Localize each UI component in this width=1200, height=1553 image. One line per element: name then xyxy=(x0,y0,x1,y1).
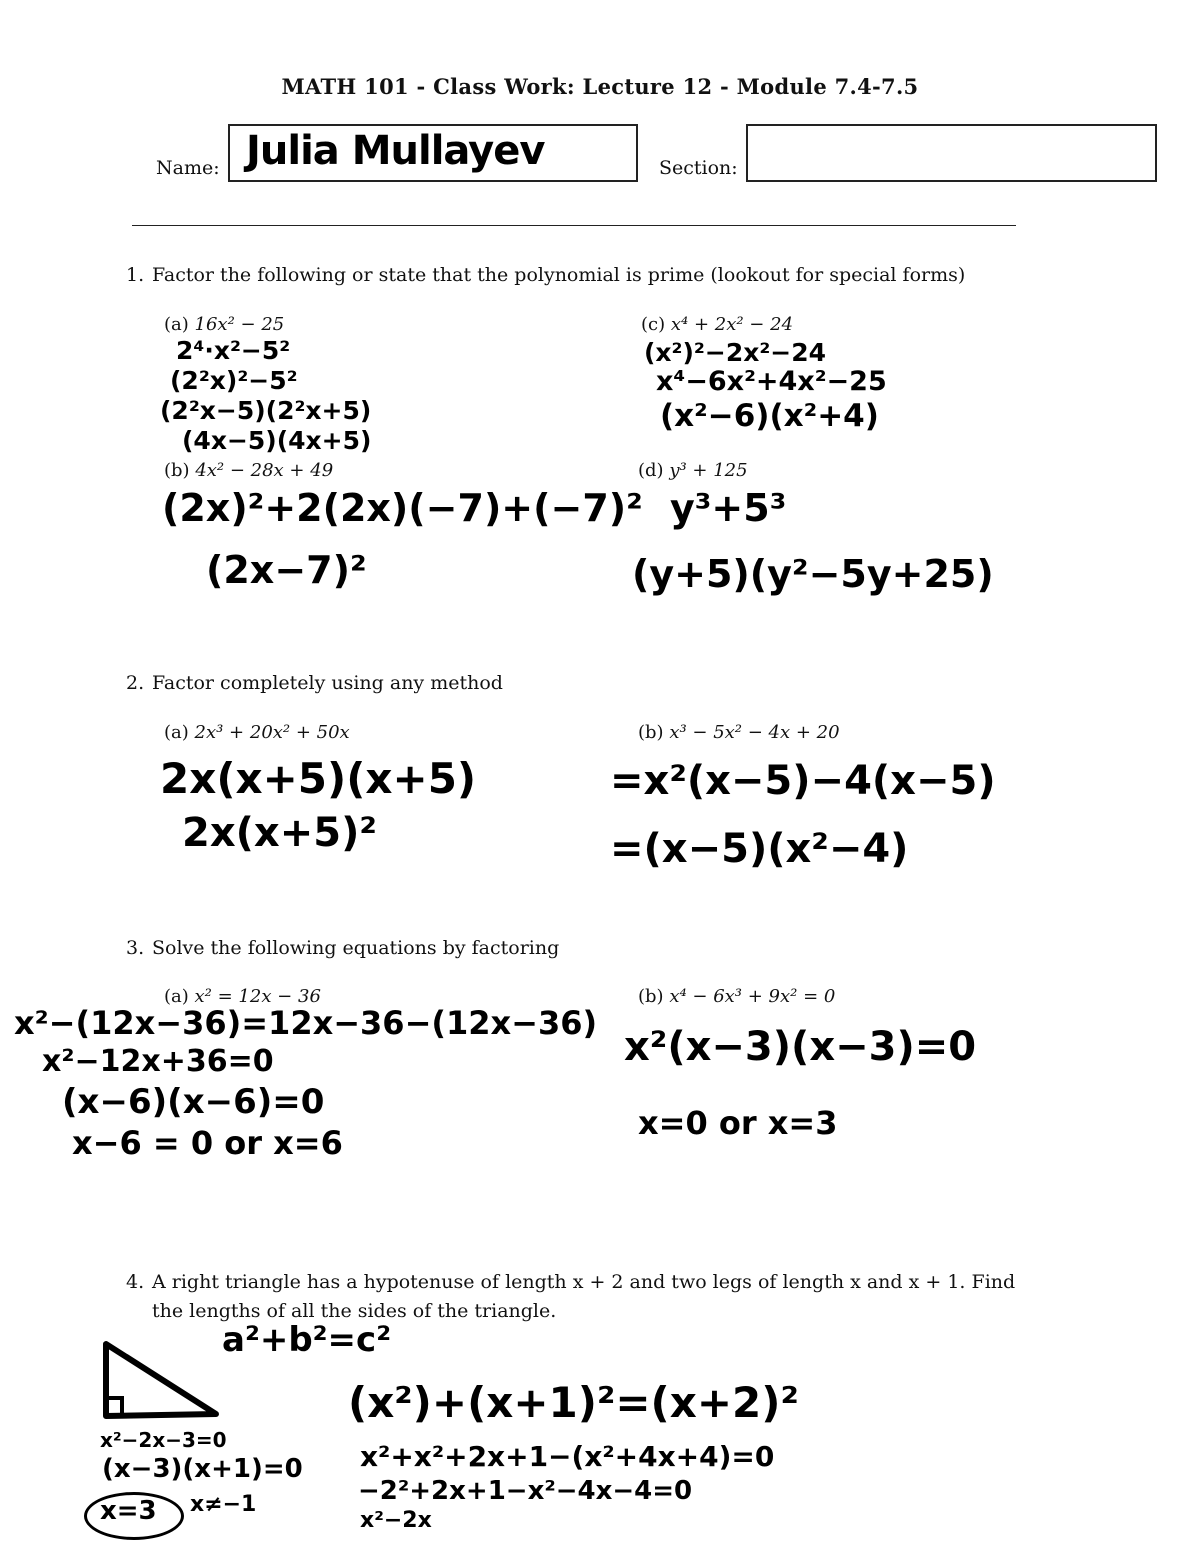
section-label: Section: xyxy=(659,157,738,179)
q1d-work-2: (y+5)(y²−5y+25) xyxy=(632,552,994,596)
q1b-expr: 4x² − 28x + 49 xyxy=(195,460,334,481)
q4-side-answer: x=3 xyxy=(100,1496,157,1526)
q2b-problem xyxy=(638,722,840,743)
q1c-problem xyxy=(641,314,793,335)
page-title: MATH 101 - Class Work: Lecture 12 - Module 7.4-7.5 xyxy=(281,74,919,99)
q1b-work-1: (2x)²+2(2x)(−7)+(−7)² xyxy=(162,486,643,530)
q2-prompt xyxy=(126,669,503,698)
q1a-work-2: (2²x)²−5² xyxy=(170,366,298,395)
q1b-label: (b) xyxy=(164,460,190,481)
q3b-work-1: x²(x−3)(x−3)=0 xyxy=(624,1024,977,1070)
q2b-work-2: =(x−5)(x²−4) xyxy=(610,826,909,872)
name-box[interactable] xyxy=(228,124,638,182)
q4-side-work-2: (x−3)(x+1)=0 xyxy=(102,1454,303,1484)
q3a-work-4: x−6 = 0 or x=6 xyxy=(72,1124,343,1162)
q1c-expr: x⁴ + 2x² − 24 xyxy=(670,314,794,335)
q4-number: 4. xyxy=(126,1271,145,1293)
q1b-work-2: (2x−7)² xyxy=(206,548,367,592)
q1a-work-4: (4x−5)(4x+5) xyxy=(182,426,372,455)
q1a-label: (a) xyxy=(164,314,189,335)
q2a-work-1: 2x(x+5)(x+5) xyxy=(160,754,477,803)
q4-text-line2: the lengths of all the sides of the triangle. xyxy=(152,1300,557,1322)
q1c-work-3: (x²−6)(x²+4) xyxy=(660,398,879,434)
q4-side-reject: x≠−1 xyxy=(190,1492,257,1517)
q3b-label: (b) xyxy=(638,986,664,1007)
q3a-work-1: x²−(12x−36)=12x−36−(12x−36) xyxy=(14,1004,598,1042)
q2b-work-1: =x²(x−5)−4(x−5) xyxy=(610,758,996,804)
q4-prompt xyxy=(126,1268,1015,1326)
q2-text: Factor completely using any method xyxy=(152,672,503,694)
q4-text-line1: A right triangle has a hypotenuse of length x + 2 and two legs of length x and x + 1. Find xyxy=(152,1271,1016,1293)
q4-main-work-3: −2²+2x+1−x²−4x−4=0 xyxy=(358,1476,693,1506)
q2a-expr: 2x³ + 20x² + 50x xyxy=(194,722,350,743)
q1b-problem xyxy=(164,460,333,481)
q1d-problem xyxy=(638,460,748,481)
triangle-sketch xyxy=(98,1340,228,1422)
q3-text: Solve the following equations by factoring xyxy=(152,937,560,959)
q3b-problem xyxy=(638,986,835,1007)
q2b-expr: x³ − 5x² − 4x + 20 xyxy=(669,722,840,743)
q4-main-work-1: (x²)+(x+1)²=(x+2)² xyxy=(348,1378,799,1427)
q2a-work-2: 2x(x+5)² xyxy=(182,810,377,856)
q1c-work-1: (x²)²−2x²−24 xyxy=(644,338,827,367)
name-signature: Julia Mullayev xyxy=(246,128,545,174)
q1-number: 1. xyxy=(126,264,145,286)
q1a-work-1: 2⁴·x²−5² xyxy=(176,336,291,365)
q1c-label: (c) xyxy=(641,314,666,335)
q3a-work-2: x²−12x+36=0 xyxy=(42,1044,274,1079)
q1d-label: (d) xyxy=(638,460,664,481)
q1c-work-2: x⁴−6x²+4x²−25 xyxy=(656,366,887,397)
q3b-work-2: x=0 or x=3 xyxy=(638,1104,838,1142)
q4-main-work-2: x²+x²+2x+1−(x²+4x+4)=0 xyxy=(360,1440,775,1473)
q2-number: 2. xyxy=(126,672,145,694)
q3a-work-3: (x−6)(x−6)=0 xyxy=(62,1082,325,1122)
q3-prompt xyxy=(126,934,559,963)
q2b-label: (b) xyxy=(638,722,664,743)
section-box[interactable] xyxy=(746,124,1157,182)
name-label: Name: xyxy=(156,157,220,179)
q1-text: Factor the following or state that the polynomial is prime (lookout for special forms) xyxy=(152,264,966,286)
q2a-label: (a) xyxy=(164,722,189,743)
q4-pythagorean: a²+b²=c² xyxy=(222,1320,392,1360)
q3a-label: (a) xyxy=(164,986,189,1007)
q1d-expr: y³ + 125 xyxy=(669,460,748,481)
q1-prompt xyxy=(126,261,965,290)
q4-side-work-1: x²−2x−3=0 xyxy=(100,1428,227,1452)
q3a-expr: x² = 12x − 36 xyxy=(194,986,321,1007)
q2a-problem xyxy=(164,722,350,743)
q1d-work-1: y³+5³ xyxy=(670,486,787,530)
q3-number: 3. xyxy=(126,937,145,959)
header-divider xyxy=(132,225,1016,226)
q1a-problem xyxy=(164,314,284,335)
q1a-expr: 16x² − 25 xyxy=(194,314,285,335)
q4-main-work-4: x²−2x xyxy=(360,1508,432,1533)
q1a-work-3: (2²x−5)(2²x+5) xyxy=(160,396,372,425)
q3b-expr: x⁴ − 6x³ + 9x² = 0 xyxy=(669,986,836,1007)
